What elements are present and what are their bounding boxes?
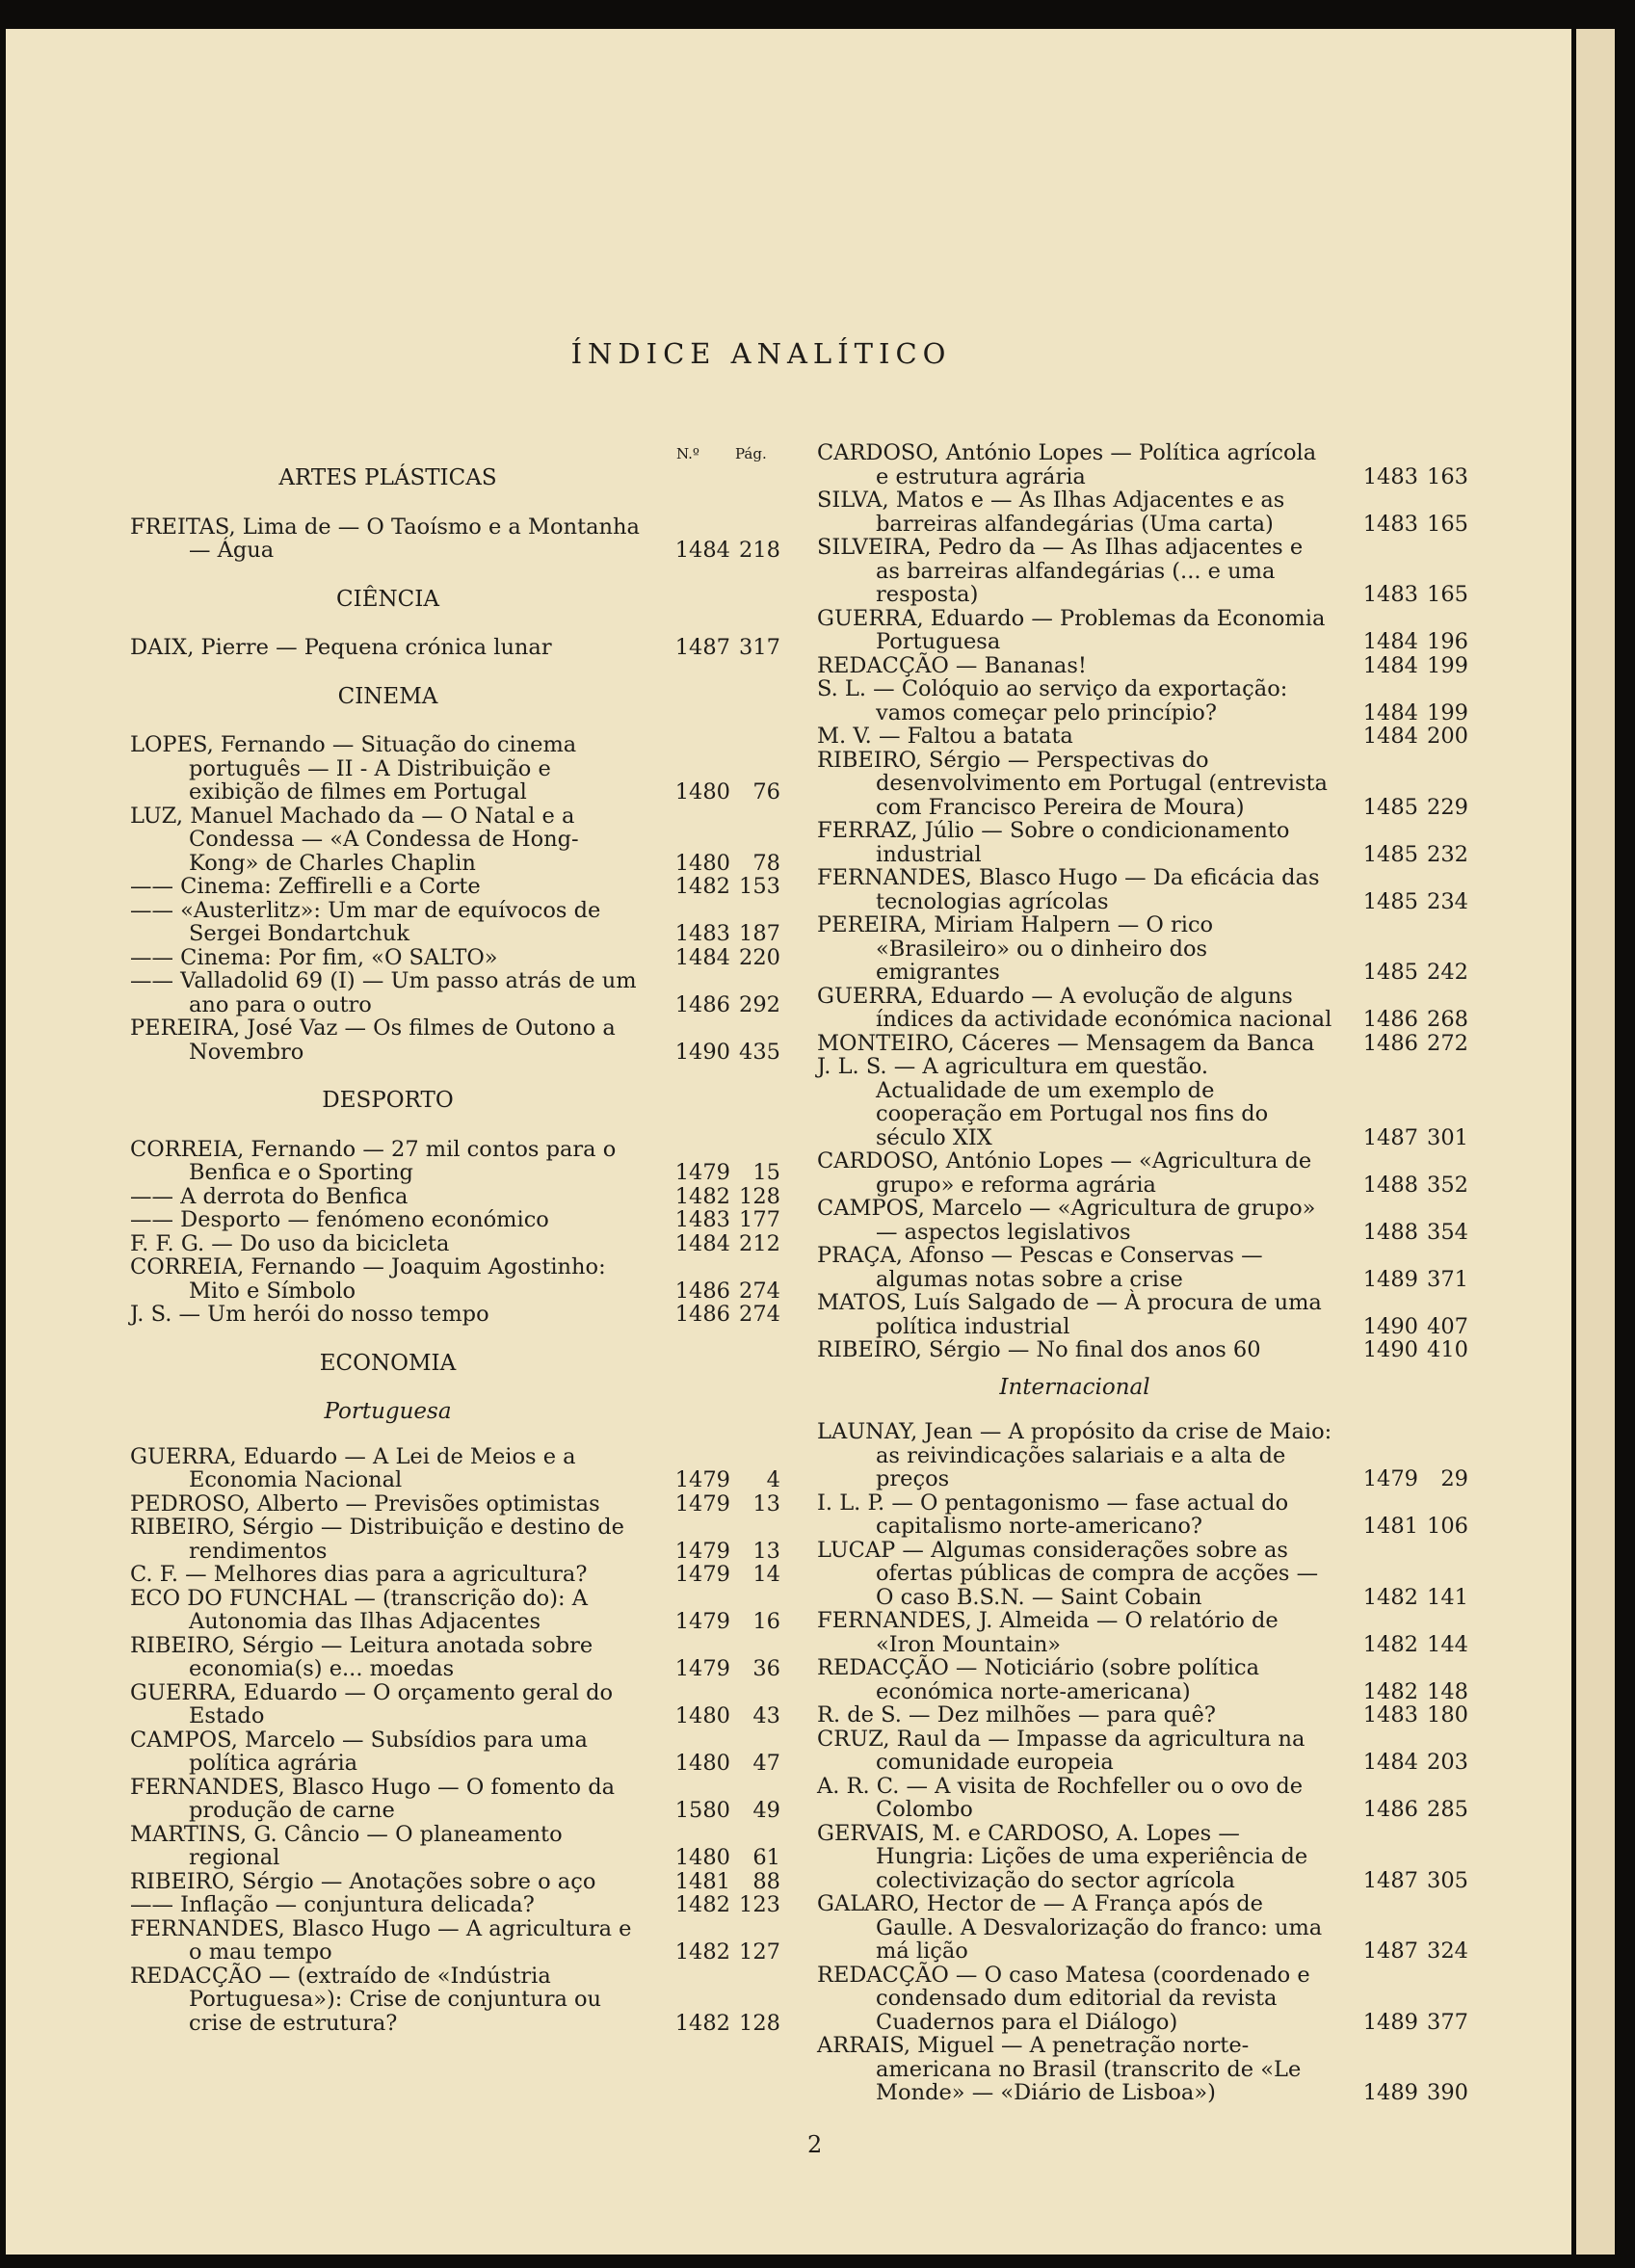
entry-title: —— Valladolid 69 (I) — Um passo atrás de um ano para o outro	[130, 968, 637, 1017]
entry-issue-number: 1481	[674, 1868, 730, 1894]
index-entry	[130, 1016, 780, 1064]
entry-page: 324	[1427, 1938, 1468, 1964]
entry-page: 242	[1427, 960, 1468, 985]
page-number: 2	[807, 2131, 823, 2158]
index-entry	[130, 733, 780, 804]
index-entry	[130, 515, 780, 563]
entry-issue-number: 1479	[674, 1490, 730, 1516]
entry-issue-number: 1483	[1362, 463, 1418, 489]
index-entry	[817, 985, 1468, 1032]
entry-page: 220	[739, 944, 780, 970]
index-entry	[817, 2034, 1468, 2105]
entry-page: 301	[1427, 1124, 1468, 1150]
left-column	[130, 441, 780, 2035]
entry-page: 29	[1440, 1466, 1468, 1491]
entry-page: 106	[1427, 1514, 1468, 1539]
index-entry	[817, 1197, 1468, 1244]
entry-page: 187	[739, 921, 780, 946]
section-heading: CIÊNCIA	[336, 586, 439, 612]
next-page-edge	[1576, 29, 1615, 2255]
entry-title: PEREIRA, José Vaz — Os filmes de Outono a Novembro	[130, 1015, 616, 1065]
entry-page: 163	[1427, 463, 1468, 489]
entry-title: SILVA, Matos e — As Ilhas Adjacentes e as barreiras alfandegárias (Uma carta)	[817, 488, 1285, 537]
entry-issue-number: 1485	[1362, 794, 1418, 820]
entry-title: J. S. — Um herói do nosso tempo	[130, 1302, 489, 1327]
entry-title: MARTINS, G. Câncio — O planeamento regional	[130, 1821, 563, 1870]
entry-page: 180	[1427, 1702, 1468, 1727]
entry-issue-number: 1482	[674, 1183, 730, 1209]
entry-title: CAMPOS, Marcelo — Subsídios para uma política agrária	[130, 1727, 588, 1776]
entry-page: 177	[739, 1207, 780, 1232]
entry-page: 165	[1427, 582, 1468, 607]
index-entry	[130, 1303, 780, 1327]
entry-title: GUERRA, Eduardo — Problemas da Economia Portuguesa	[817, 605, 1326, 654]
entry-page: 141	[1427, 1584, 1468, 1610]
entry-title: REDACÇÃO — O caso Matesa (coordenado e condensado dum editorial da revista Cuadernos para el Diálogo)	[817, 1962, 1310, 2035]
entry-page: 317	[739, 635, 780, 660]
entry-issue-number: 1487	[1362, 1867, 1418, 1893]
entry-issue-number: 1480	[674, 1751, 730, 1776]
entry-issue-number: 1479	[674, 1160, 730, 1185]
entry-title: CRUZ, Raul da — Impasse da agricultura na comunidade europeia	[817, 1726, 1305, 1775]
entry-issue-number: 1482	[674, 2010, 730, 2036]
entry-page: 285	[1427, 1797, 1468, 1822]
entry-title: ARRAIS, Miguel — A penetração norte-americana no Brasil (transcrito de «Le Monde» — «Diário de Lisboa»)	[817, 2033, 1302, 2105]
entry-page: 199	[1427, 699, 1468, 725]
index-entry	[817, 1656, 1468, 1703]
index-entry	[130, 1587, 780, 1634]
entry-issue-number: 1481	[1362, 1514, 1418, 1539]
entry-title: FREITAS, Lima de — O Taoísmo e a Montanha — Água	[130, 514, 640, 563]
entry-page: 13	[752, 1490, 780, 1516]
entry-title: CORREIA, Fernando — Joaquim Agostinho: Mito e Símbolo	[130, 1254, 606, 1304]
index-entry	[817, 913, 1468, 985]
entry-page: 199	[1427, 652, 1468, 678]
entry-issue-number: 1487	[1362, 1938, 1418, 1964]
entry-issue-number: 1485	[1362, 888, 1418, 914]
page-title: ÍNDICE ANALÍTICO	[570, 337, 952, 370]
index-entry	[130, 946, 780, 970]
entry-issue-number: 1479	[674, 1562, 730, 1587]
entry-page: 212	[739, 1230, 780, 1256]
entry-issue-number: 1483	[1362, 1702, 1418, 1727]
entry-issue-number: 1479	[674, 1609, 730, 1634]
entry-page: 153	[739, 874, 780, 899]
entry-title: CAMPOS, Marcelo — «Agricultura de grupo» — aspectos legislativos	[817, 1196, 1316, 1245]
entry-page: 144	[1427, 1631, 1468, 1657]
entry-page: 128	[739, 1183, 780, 1209]
index-entry	[817, 1291, 1468, 1338]
section-heading: ARTES PLÁSTICAS	[278, 465, 497, 490]
entry-page: 407	[1427, 1313, 1468, 1339]
section-heading: DESPORTO	[322, 1088, 454, 1113]
entry-page: 43	[752, 1703, 780, 1728]
entry-issue-number: 1488	[1362, 1172, 1418, 1198]
entry-page: 165	[1427, 511, 1468, 537]
entry-page: 268	[1427, 1007, 1468, 1032]
entry-issue-number: 1480	[674, 1845, 730, 1870]
entry-page: 4	[766, 1467, 780, 1492]
index-entry	[817, 1491, 1468, 1539]
number-column-header: N.º	[676, 445, 699, 462]
entry-title: CARDOSO, António Lopes — «Agricultura de grupo» e reforma agrária	[817, 1148, 1312, 1198]
entry-issue-number: 1486	[1362, 1797, 1418, 1822]
entry-title: RIBEIRO, Sérgio — No final dos anos 60	[817, 1337, 1261, 1362]
entry-issue-number: 1484	[1362, 652, 1418, 678]
entry-issue-number: 1490	[674, 1039, 730, 1065]
subsection-heading: Portuguesa	[324, 1399, 452, 1424]
entry-issue-number: 1482	[674, 874, 730, 899]
entry-issue-number: 1486	[1362, 1007, 1418, 1032]
entry-title: J. L. S. — A agricultura em questão. Actualidade de um exemplo de cooperação em Portugal nos fins do século XIX	[817, 1054, 1269, 1150]
entry-title: CARDOSO, António Lopes — Política agrícola e estrutura agrária	[817, 440, 1317, 489]
entry-issue-number: 1490	[1362, 1313, 1418, 1339]
entry-page: 218	[739, 538, 780, 563]
entry-issue-number: 1484	[1362, 699, 1418, 725]
entry-issue-number: 1482	[1362, 1678, 1418, 1704]
index-entry	[817, 1609, 1468, 1656]
index-entry	[817, 441, 1468, 488]
entry-page: 274	[739, 1278, 780, 1304]
entry-page: 200	[1427, 724, 1468, 749]
index-entry	[130, 1776, 780, 1823]
entry-page: 15	[752, 1160, 780, 1185]
entry-title: A. R. C. — A visita de Rochfeller ou o ovo de Colombo	[817, 1773, 1304, 1822]
right-column	[817, 441, 1468, 2105]
entry-page: 36	[752, 1656, 780, 1681]
entry-title: GALARO, Hector de — A França após de Gaulle. A Desvalorização do franco: uma má lição	[817, 1891, 1323, 1964]
entry-title: ECO DO FUNCHAL — (transcrição do): A Autonomia das Ilhas Adjacentes	[130, 1585, 588, 1634]
entry-issue-number: 1483	[674, 1207, 730, 1232]
index-entry	[130, 875, 780, 899]
entry-title: FERNANDES, J. Almeida — O relatório de «Iron Mountain»	[817, 1608, 1279, 1657]
entry-issue-number: 1489	[1362, 1266, 1418, 1292]
index-entry	[817, 1244, 1468, 1291]
entry-page: 203	[1427, 1750, 1468, 1775]
entry-title: LOPES, Fernando — Situação do cinema português — II - A Distribuição e exibição de filmes em Portugal	[130, 732, 577, 804]
entry-issue-number: 1479	[674, 1538, 730, 1564]
entry-issue-number: 1489	[1362, 2009, 1418, 2035]
index-entry	[130, 1917, 780, 1965]
entry-issue-number: 1483	[1362, 511, 1418, 537]
entry-title: M. V. — Faltou a batata	[817, 724, 1073, 749]
index-entry	[130, 1870, 780, 1894]
index-entry	[130, 899, 780, 946]
entry-title: CORREIA, Fernando — 27 mil contos para o Benfica e o Sporting	[130, 1136, 617, 1185]
entry-issue-number: 1479	[1362, 1466, 1418, 1491]
entry-issue-number: 1480	[674, 1703, 730, 1728]
entry-issue-number: 1484	[674, 944, 730, 970]
entry-title: F. F. G. — Do uso da bicicleta	[130, 1230, 450, 1256]
entry-page: 127	[739, 1939, 780, 1965]
subsection-heading: Internacional	[999, 1374, 1150, 1400]
index-entry	[130, 1492, 780, 1516]
index-entry	[817, 1149, 1468, 1197]
entry-issue-number: 1484	[1362, 1750, 1418, 1775]
entry-issue-number: 1484	[1362, 724, 1418, 749]
entry-title: FERNANDES, Blasco Hugo — Da eficácia das tecnologias agrícolas	[817, 865, 1320, 914]
section-heading: ECONOMIA	[319, 1350, 457, 1376]
entry-title: GUERRA, Eduardo — A Lei de Meios e a Economia Nacional	[130, 1443, 576, 1492]
entry-title: S. L. — Colóquio ao serviço da exportação: vamos começar pelo princípio?	[817, 676, 1288, 725]
index-entry	[130, 1232, 780, 1256]
index-entry	[817, 1703, 1468, 1727]
entry-title: GUERRA, Eduardo — A evolução de alguns índices da actividade económica nacional	[817, 983, 1332, 1032]
index-entry	[817, 866, 1468, 913]
index-entry	[817, 1338, 1468, 1362]
entry-page: 78	[752, 850, 780, 876]
entry-page: 305	[1427, 1867, 1468, 1893]
index-entry	[817, 1964, 1468, 2035]
index-entry	[130, 1563, 780, 1587]
index-entry	[130, 636, 780, 660]
entry-issue-number: 1483	[1362, 582, 1418, 607]
index-entry	[130, 1208, 780, 1232]
entry-page: 232	[1427, 841, 1468, 867]
entry-page: 410	[1427, 1337, 1468, 1362]
entry-page: 61	[752, 1845, 780, 1870]
entry-page: 229	[1427, 794, 1468, 820]
entry-issue-number: 1485	[1362, 841, 1418, 867]
index-entry	[817, 536, 1468, 607]
index-entry	[130, 1255, 780, 1303]
index-entry	[130, 1965, 780, 2036]
entry-issue-number: 1488	[1362, 1219, 1418, 1245]
index-entry	[817, 654, 1468, 678]
entry-page: 292	[739, 991, 780, 1017]
entry-title: —— Inflação — conjuntura delicada?	[130, 1892, 535, 1917]
entry-page: 354	[1427, 1219, 1468, 1245]
entry-issue-number: 1486	[674, 1278, 730, 1304]
entry-issue-number: 1484	[674, 1230, 730, 1256]
entry-title: PEDROSO, Alberto — Previsões optimistas	[130, 1490, 600, 1516]
entry-title: LUZ, Manuel Machado da — O Natal e a Condessa — «A Condessa de Hong-Kong» de Charles Chaplin	[130, 803, 579, 876]
entry-title: —— Cinema: Zeffirelli e a Corte	[130, 874, 481, 899]
entry-issue-number: 1480	[674, 779, 730, 804]
entry-page: 234	[1427, 888, 1468, 914]
section-heading: CINEMA	[337, 683, 438, 709]
index-entry	[130, 1823, 780, 1870]
entry-title: PEREIRA, Miriam Halpern — O rico «Brasileiro» ou o dinheiro dos emigrantes	[817, 912, 1214, 985]
entry-title: I. L. P. — O pentagonismo — fase actual do capitalismo norte-americano?	[817, 1490, 1289, 1539]
entry-issue-number: 1484	[1362, 629, 1418, 654]
entry-issue-number: 1487	[674, 635, 730, 660]
index-entry	[817, 607, 1468, 654]
index-entry	[817, 725, 1468, 749]
entry-issue-number: 1580	[674, 1798, 730, 1823]
entry-issue-number: 1486	[674, 991, 730, 1017]
entry-title: —— «Austerlitz»: Um mar de equívocos de Sergei Bondartchuk	[130, 897, 601, 946]
entry-title: C. F. — Melhores dias para a agricultura?	[130, 1562, 588, 1587]
entry-issue-number: 1482	[674, 1939, 730, 1965]
entry-page: 377	[1427, 2009, 1468, 2035]
entry-page: 16	[752, 1609, 780, 1634]
index-entry	[817, 1727, 1468, 1775]
entry-issue-number: 1484	[674, 538, 730, 563]
entry-issue-number: 1485	[1362, 960, 1418, 985]
index-entry	[130, 1516, 780, 1563]
entry-title: FERNANDES, Blasco Hugo — O fomento da produção de carne	[130, 1774, 616, 1823]
entry-title: REDACÇÃO — Bananas!	[817, 652, 1087, 678]
entry-title: REDACÇÃO — Noticiário (sobre política económica norte-americana)	[817, 1655, 1260, 1704]
index-entry	[817, 1822, 1468, 1893]
entry-title: FERNANDES, Blasco Hugo — A agricultura e o mau tempo	[130, 1915, 632, 1965]
index-entry	[130, 1445, 780, 1492]
entry-title: LUCAP — Algumas considerações sobre as ofertas públicas de compra de acções — O caso B.S.N. — Saint Cobain	[817, 1537, 1319, 1610]
entry-title: PRAÇA, Afonso — Pescas e Conservas — algumas notas sobre a crise	[817, 1243, 1263, 1292]
index-entry	[130, 804, 780, 876]
index-entry	[130, 969, 780, 1016]
entry-page: 274	[739, 1302, 780, 1327]
index-entry	[817, 1055, 1468, 1149]
entry-page: 272	[1427, 1030, 1468, 1056]
index-entry	[817, 1539, 1468, 1610]
page-column-header: Pág.	[735, 445, 767, 462]
entry-page: 47	[752, 1751, 780, 1776]
entry-page: 390	[1427, 2080, 1468, 2105]
entry-issue-number: 1486	[1362, 1030, 1418, 1056]
index-entry	[130, 1185, 780, 1209]
entry-title: MATOS, Luís Salgado de — À procura de uma política industrial	[817, 1290, 1322, 1339]
entry-page: 435	[739, 1039, 780, 1065]
entry-page: 128	[739, 2010, 780, 2036]
entry-issue-number: 1479	[674, 1656, 730, 1681]
entry-title: RIBEIRO, Sérgio — Distribuição e destino de rendimentos	[130, 1515, 624, 1564]
entry-title: —— A derrota do Benfica	[130, 1183, 409, 1209]
entry-title: LAUNAY, Jean — A propósito da crise de Maio: as reivindicações salariais e a alta de preços	[817, 1419, 1332, 1491]
entry-title: REDACÇÃO — (extraído de «Indústria Portuguesa»): Crise de conjuntura ou crise de estrutura?	[130, 1963, 602, 2036]
index-entry	[817, 1420, 1468, 1491]
entry-title: SILVEIRA, Pedro da — As Ilhas adjacentes e as barreiras alfandegárias (... e uma resposta)	[817, 535, 1304, 607]
index-entry	[130, 1634, 780, 1681]
index-entry	[130, 1138, 780, 1185]
entry-title: GUERRA, Eduardo — O orçamento geral do Estado	[130, 1679, 614, 1728]
entry-title: RIBEIRO, Sérgio — Leitura anotada sobre economia(s) e... moedas	[130, 1632, 593, 1681]
entry-issue-number: 1482	[1362, 1631, 1418, 1657]
index-entry	[130, 1893, 780, 1917]
entry-issue-number: 1482	[1362, 1584, 1418, 1610]
entry-page: 371	[1427, 1266, 1468, 1292]
index-entry	[130, 1728, 780, 1776]
entry-issue-number: 1486	[674, 1302, 730, 1327]
entry-issue-number: 1490	[1362, 1337, 1418, 1362]
entry-title: MONTEIRO, Cáceres — Mensagem da Banca	[817, 1030, 1315, 1056]
index-entry	[817, 1775, 1468, 1822]
entry-page: 123	[739, 1892, 780, 1917]
entry-page: 148	[1427, 1678, 1468, 1704]
entry-issue-number: 1487	[1362, 1124, 1418, 1150]
entry-issue-number: 1482	[674, 1892, 730, 1917]
index-entry	[130, 1681, 780, 1728]
entry-issue-number: 1480	[674, 850, 730, 876]
entry-issue-number: 1489	[1362, 2080, 1418, 2105]
entry-title: RIBEIRO, Sérgio — Anotações sobre o aço	[130, 1868, 596, 1894]
index-entry	[817, 1032, 1468, 1056]
entry-title: GERVAIS, M. e CARDOSO, A. Lopes — Hungria: Lições de uma experiência de colectivização do sector agrícola	[817, 1820, 1308, 1893]
entry-title: RIBEIRO, Sérgio — Perspectivas do desenvolvimento em Portugal (entrevista com Francisco Pereira de Moura)	[817, 747, 1328, 820]
index-entry	[817, 749, 1468, 820]
entry-title: FERRAZ, Júlio — Sobre o condicionamento industrial	[817, 818, 1290, 867]
entry-title: —— Cinema: Por fim, «O SALTO»	[130, 944, 498, 970]
entry-page: 49	[752, 1798, 780, 1823]
entry-title: —— Desporto — fenómeno económico	[130, 1207, 549, 1232]
entry-title: R. de S. — Dez milhões — para quê?	[817, 1702, 1216, 1727]
entry-page: 13	[752, 1538, 780, 1564]
index-entry	[817, 488, 1468, 536]
index-entry	[817, 819, 1468, 866]
entry-page: 352	[1427, 1172, 1468, 1198]
entry-page: 14	[752, 1562, 780, 1587]
entry-page: 76	[752, 779, 780, 804]
index-entry	[817, 677, 1468, 725]
entry-issue-number: 1483	[674, 921, 730, 946]
entry-page: 196	[1427, 629, 1468, 654]
entry-title: DAIX, Pierre — Pequena crónica lunar	[130, 635, 552, 660]
index-entry	[817, 1892, 1468, 1964]
entry-page: 88	[752, 1868, 780, 1894]
entry-issue-number: 1479	[674, 1467, 730, 1492]
